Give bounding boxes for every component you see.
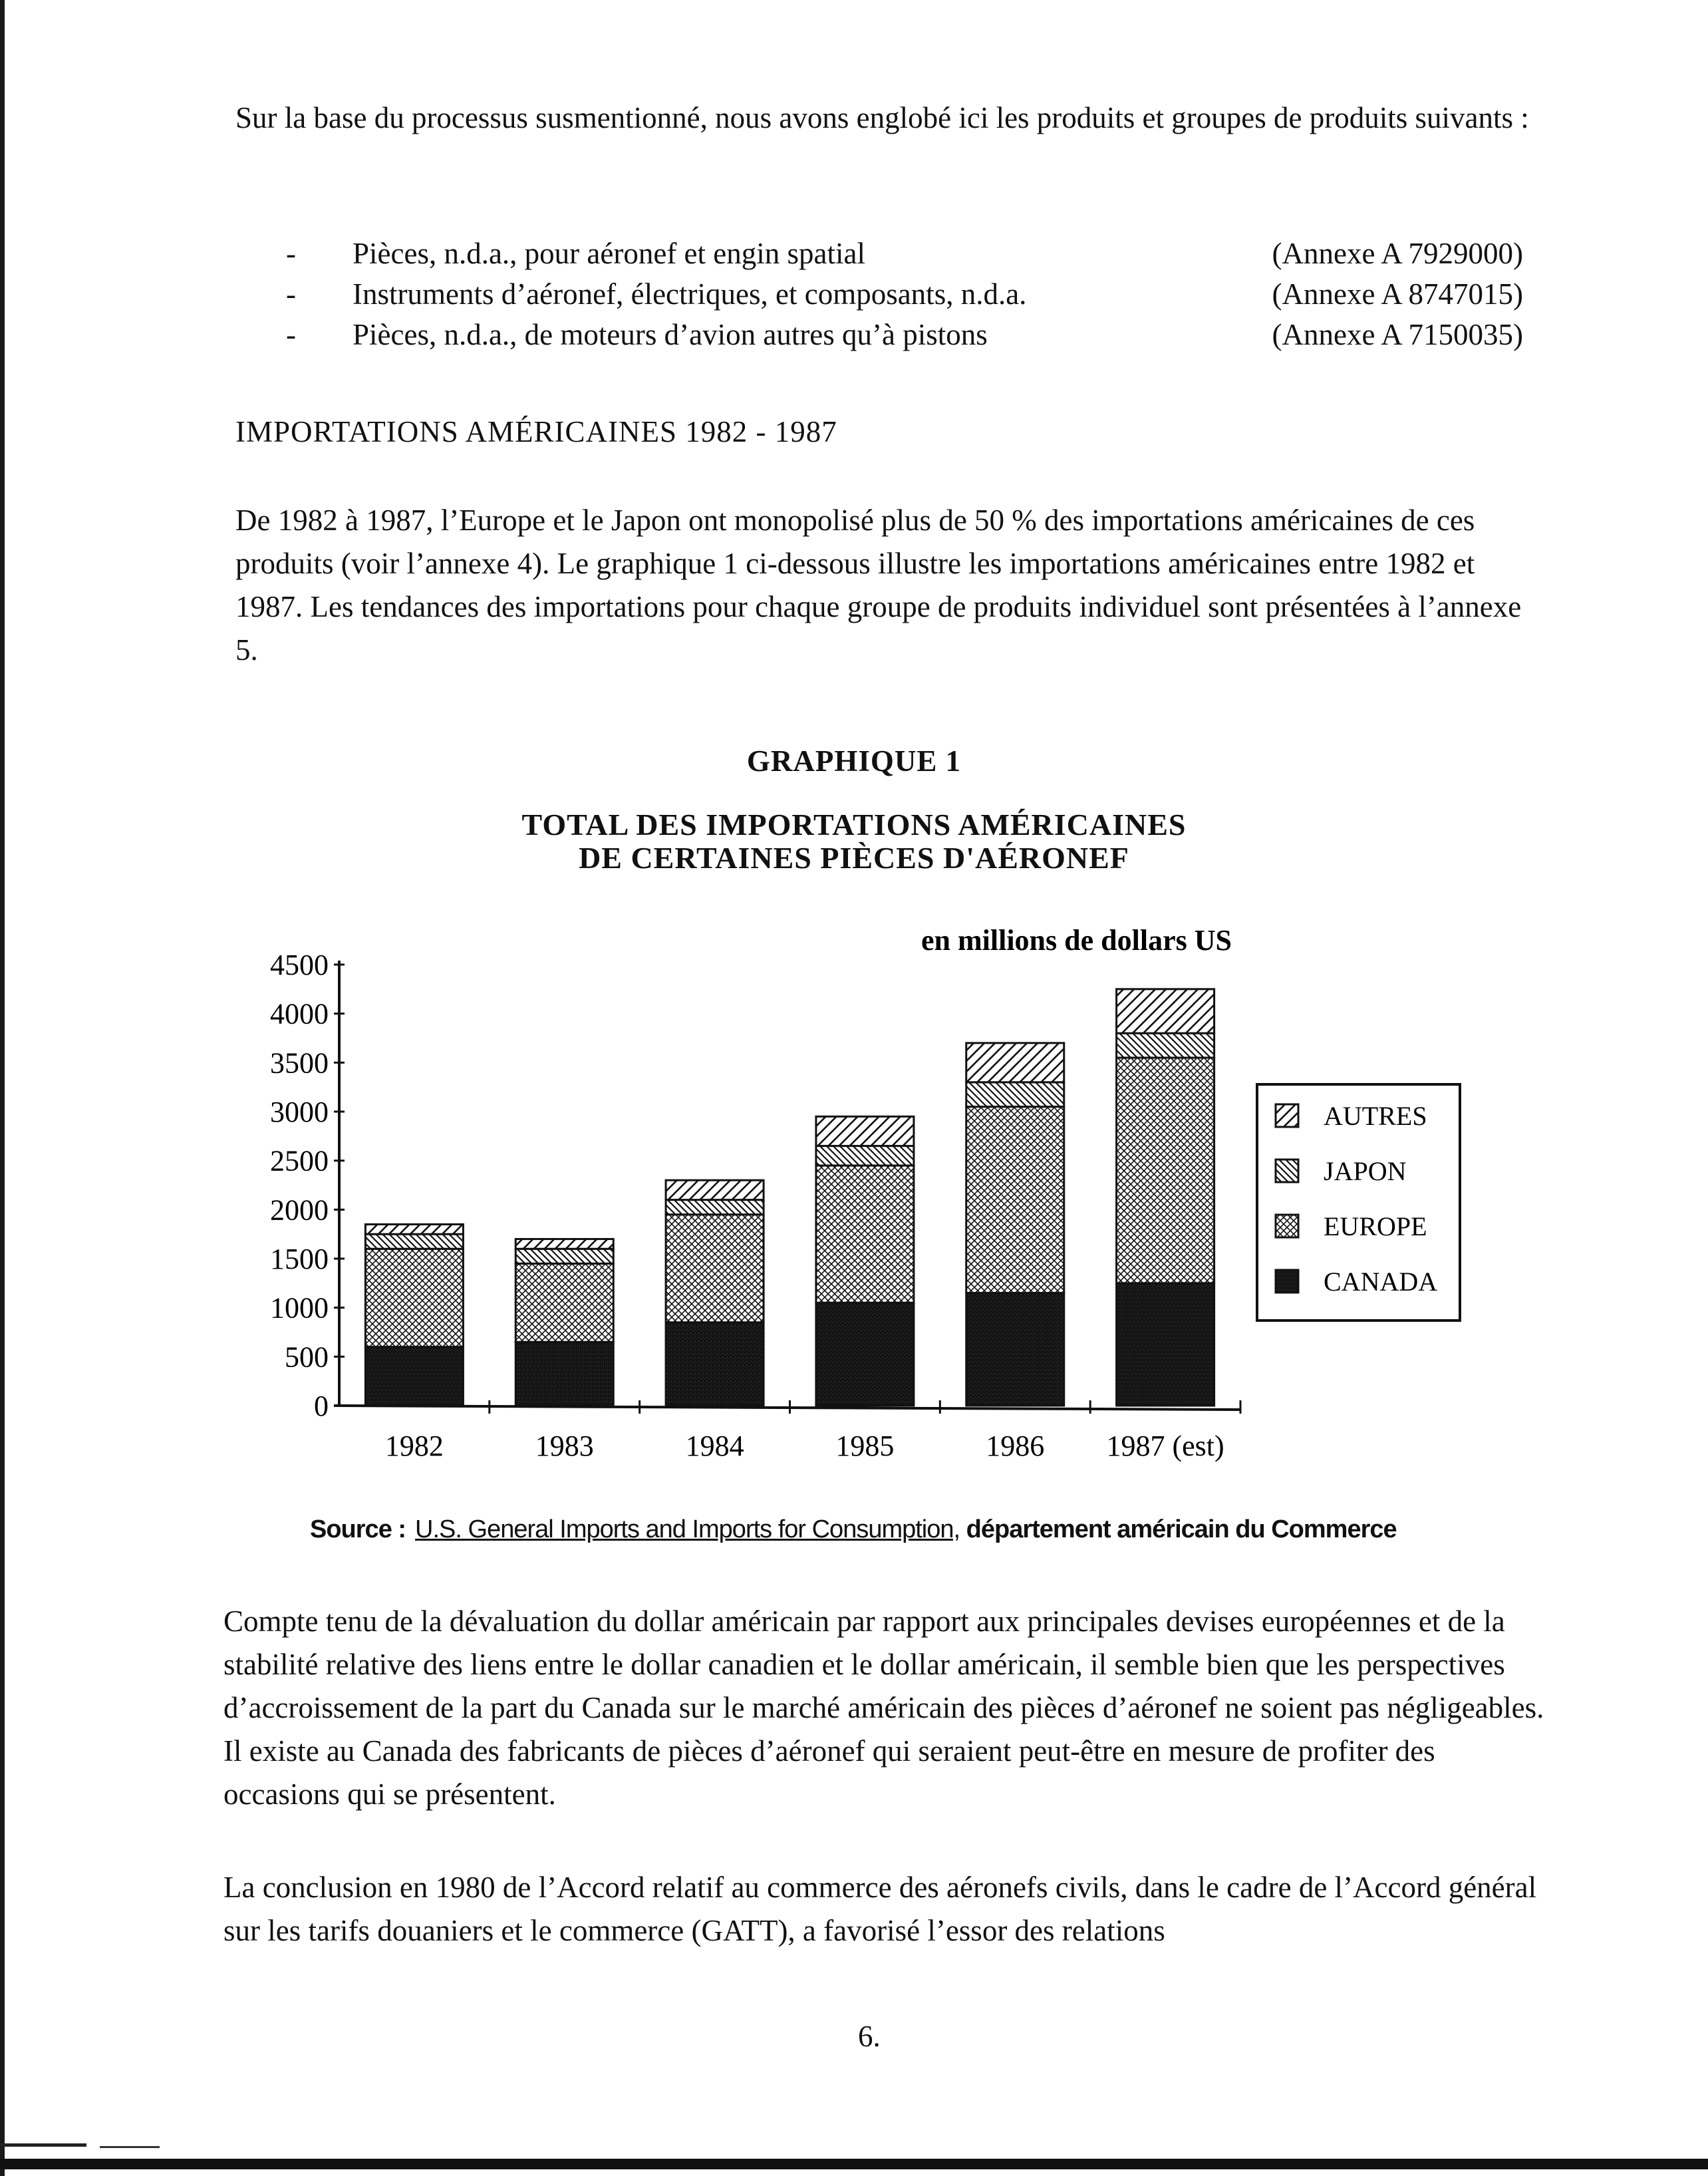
- legend-swatch-autres: [1276, 1104, 1298, 1127]
- chart-title-line-1: TOTAL DES IMPORTATIONS AMÉRICAINES: [521, 808, 1187, 842]
- x-tick-label: 1984: [685, 1430, 744, 1462]
- list-item-annex: (Annexe A 7929000): [1272, 237, 1523, 270]
- y-tick-label: 500: [285, 1340, 329, 1374]
- bar-segment-europe-1984: [666, 1215, 764, 1322]
- chart-source: [310, 1515, 1397, 1544]
- list-item-text: Pièces, n.d.a., pour aéronef et engin spatial: [353, 237, 865, 270]
- list-item-annex: (Annexe A 7150035): [1272, 318, 1523, 351]
- scan-mark: [100, 2146, 160, 2148]
- list-item: [286, 277, 1523, 317]
- scan-mark: [0, 2143, 86, 2147]
- scan-bottom-edge: [0, 2159, 1708, 2169]
- chart-svg: [219, 925, 1483, 1490]
- x-tick-label: 1986: [986, 1430, 1045, 1462]
- x-tick-label: 1983: [535, 1430, 594, 1462]
- bar-segment-autres-1984: [666, 1180, 764, 1199]
- chart-legend: [1257, 1084, 1460, 1321]
- y-tick-label: 1000: [270, 1291, 329, 1324]
- bar-segment-canada-1983: [515, 1342, 613, 1406]
- bar-segment-japon-1983: [515, 1249, 613, 1263]
- bar-segment-canada-1986: [966, 1293, 1064, 1406]
- paragraph-imports: De 1982 à 1987, l’Europe et le Japon ont monopolisé plus de 50 % des importations américaines de ces produits (voir l’annexe 4). Le graphique 1 ci-dessous illustre les importations américaines entre 1982 et 1987. Les tendances des importations pour chaque groupe de produits individuel sont présentées à l’annexe 5.: [235, 504, 1522, 667]
- bar-segment-japon-1982: [365, 1234, 463, 1249]
- list-item: [286, 317, 1523, 358]
- legend-label-europe: EUROPE: [1324, 1211, 1427, 1241]
- legend-label-autres: AUTRES: [1324, 1101, 1427, 1131]
- x-tick-label: 1985: [835, 1430, 895, 1462]
- bar-segment-japon-1986: [966, 1082, 1064, 1107]
- chart-unit-label: en millions de dollars US: [921, 925, 1232, 957]
- chart-graphique-1: [219, 925, 1483, 1490]
- y-tick-label: 2000: [270, 1193, 329, 1227]
- legend-swatch-canada: [1276, 1270, 1298, 1293]
- list-item-text: Instruments d’aéronef, électriques, et composants, n.d.a.: [353, 277, 1027, 311]
- bar-segment-autres-1986: [966, 1043, 1064, 1082]
- y-tick-label: 4000: [270, 997, 329, 1030]
- page-number: 6.: [858, 2020, 881, 2053]
- scan-left-edge: [0, 0, 5, 2176]
- chart-label: GRAPHIQUE 1: [746, 744, 962, 778]
- list-dash: -: [286, 277, 296, 311]
- legend-swatch-europe: [1276, 1215, 1298, 1237]
- legend-label-canada: CANADA: [1324, 1267, 1438, 1297]
- paragraph-gatt: La conclusion en 1980 de l’Accord relatif au commerce des aéronefs civils, dans le cadre de l’Accord général sur les tarifs douaniers et le commerce (GATT), a favorisé l’essor des relations: [223, 1871, 1537, 1947]
- bar-segment-autres-1985: [816, 1116, 914, 1146]
- bar-segment-europe-1985: [816, 1166, 914, 1303]
- bar-segment-autres-1987est: [1117, 989, 1214, 1033]
- y-tick-label: 3500: [270, 1046, 329, 1080]
- bar-segment-autres-1983: [515, 1239, 613, 1249]
- bar-segment-canada-1982: [365, 1347, 463, 1406]
- list-item: [286, 236, 1523, 277]
- source-label: Source :: [310, 1515, 406, 1543]
- bar-segment-europe-1983: [515, 1263, 613, 1342]
- chart-title-line-2: DE CERTAINES PIÈCES D'AÉRONEF: [579, 841, 1129, 875]
- chart-plot: [270, 949, 1240, 1462]
- section-heading: IMPORTATIONS AMÉRICAINES 1982 - 1987: [235, 415, 837, 448]
- y-tick-label: 1500: [270, 1243, 329, 1275]
- intro-paragraph: Sur la base du processus susmentionné, nous avons englobé ici les produits et groupes de produits suivants :: [235, 101, 1529, 134]
- x-axis: [334, 1406, 1240, 1410]
- bar-segment-canada-1985: [816, 1303, 914, 1406]
- bar-segment-japon-1987est: [1117, 1033, 1214, 1058]
- bar-segment-canada-1987est: [1117, 1283, 1214, 1406]
- source-rest: département américain du Commerce: [966, 1515, 1397, 1543]
- x-tick-label: 1987 (est): [1106, 1430, 1224, 1462]
- bar-segment-autres-1982: [365, 1224, 463, 1234]
- y-tick-label: 0: [314, 1390, 329, 1422]
- bar-segment-europe-1987est: [1117, 1058, 1214, 1283]
- bar-segment-japon-1984: [666, 1200, 764, 1215]
- bar-segment-canada-1984: [666, 1322, 764, 1406]
- bar-segment-europe-1982: [365, 1249, 463, 1346]
- source-title: U.S. General Imports and Imports for Consumption,: [415, 1515, 960, 1543]
- product-list: [286, 236, 1523, 358]
- y-tick-label: 2500: [270, 1144, 329, 1177]
- legend-swatch-japon: [1276, 1160, 1298, 1182]
- x-tick-label: 1982: [384, 1430, 444, 1462]
- list-item-annex: (Annexe A 8747015): [1272, 277, 1523, 311]
- y-tick-label: 4500: [270, 949, 329, 981]
- bar-segment-europe-1986: [966, 1107, 1064, 1293]
- legend-label-japon: JAPON: [1324, 1156, 1407, 1186]
- y-tick-label: 3000: [270, 1096, 329, 1128]
- list-item-text: Pièces, n.d.a., de moteurs d’avion autres qu’à pistons: [353, 318, 988, 351]
- paragraph-devaluation: Compte tenu de la dévaluation du dollar américain par rapport aux principales devises européennes et de la stabilité relative des liens entre le dollar canadien et le dollar américain, il semble bien que les perspectives d’accroissement de la part du Canada sur le marché américain des pièces d’aéronef ne soient pas négligeables. Il existe au Canada des fabricants de pièces d’aéronef qui seraient peut-être en mesure de profiter des occasions qui se présentent.: [223, 1605, 1544, 1811]
- list-dash: -: [286, 318, 296, 351]
- bar-segment-japon-1985: [816, 1146, 914, 1166]
- list-dash: -: [286, 237, 296, 270]
